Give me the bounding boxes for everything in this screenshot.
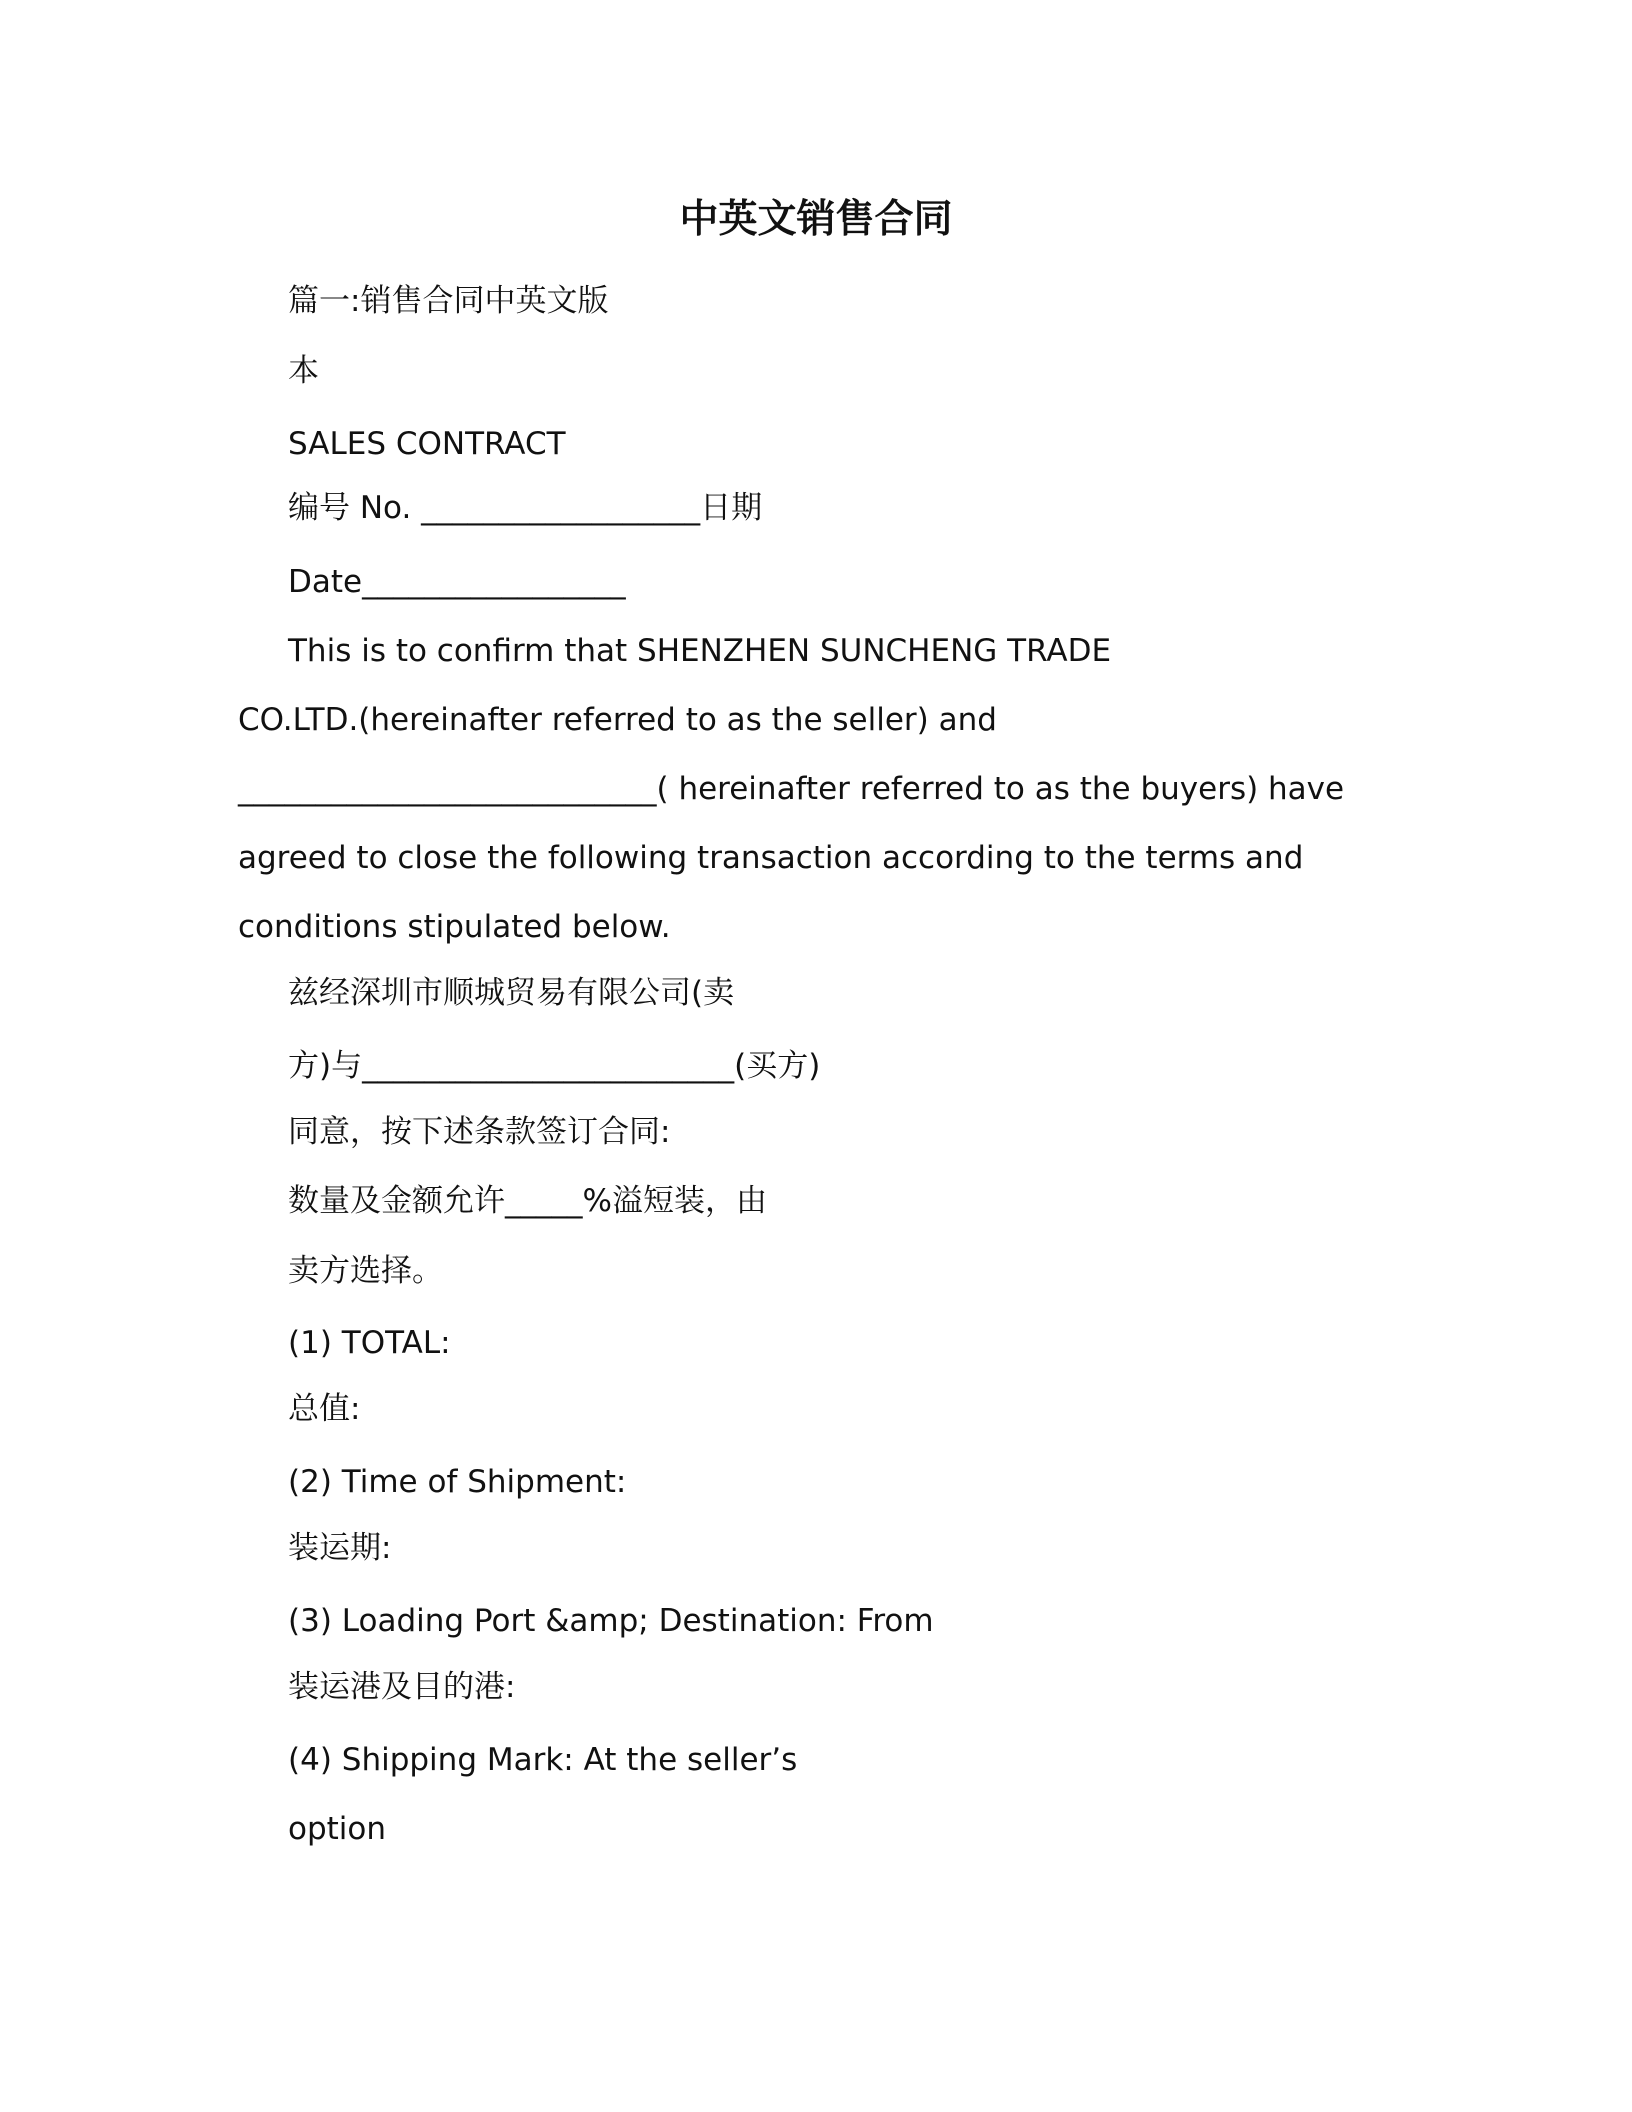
confirmation-paragraph-line-3: ___________________________( hereinafter referred to as the buyers) have <box>238 771 1345 807</box>
clause-port-en: (3) Loading Port &amp; Destination: From <box>288 1603 934 1639</box>
clause-shipment-time-en: (2) Time of Shipment: <box>288 1464 627 1500</box>
chinese-paragraph-line-3: 同意，按下述条款签订合同: <box>288 1114 671 1150</box>
clause-shipping-mark-line-2: option <box>288 1811 387 1847</box>
clause-total-zh: 总值: <box>288 1391 361 1427</box>
confirmation-paragraph-line-5: conditions stipulated below. <box>238 909 671 945</box>
clause-total-en: (1) TOTAL: <box>288 1325 451 1361</box>
clause-shipping-mark-line-1: (4) Shipping Mark: At the seller’s <box>288 1742 798 1778</box>
confirmation-paragraph-line-4: agreed to close the following transaction according to the terms and <box>238 840 1304 876</box>
contract-heading: SALES CONTRACT <box>288 426 566 462</box>
clause-shipment-time-zh: 装运期: <box>288 1530 392 1566</box>
chinese-paragraph-line-1: 兹经深圳市顺城贸易有限公司(卖 <box>288 975 735 1011</box>
quantity-tolerance-line-1: 数量及金额允许_____%溢短装，由 <box>288 1183 767 1219</box>
confirmation-paragraph-line-2: CO.LTD.(hereinafter referred to as the seller) and <box>238 702 997 738</box>
contract-date-line: Date_________________ <box>288 564 626 600</box>
chinese-paragraph-line-2: 方)与________________________(买方) <box>288 1048 821 1084</box>
document-title: 中英文销售合同 <box>679 197 953 242</box>
clause-port-zh: 装运港及目的港: <box>288 1669 516 1705</box>
section-heading-line-2: 本 <box>288 353 319 389</box>
confirmation-paragraph-line-1: This is to confirm that SHENZHEN SUNCHENG TRADE <box>288 633 1112 669</box>
section-heading-line-1: 篇一:销售合同中英文版 <box>288 283 609 319</box>
contract-number-line: 编号 No. __________________日期 <box>288 490 763 526</box>
quantity-tolerance-line-2: 卖方选择。 <box>288 1253 443 1289</box>
